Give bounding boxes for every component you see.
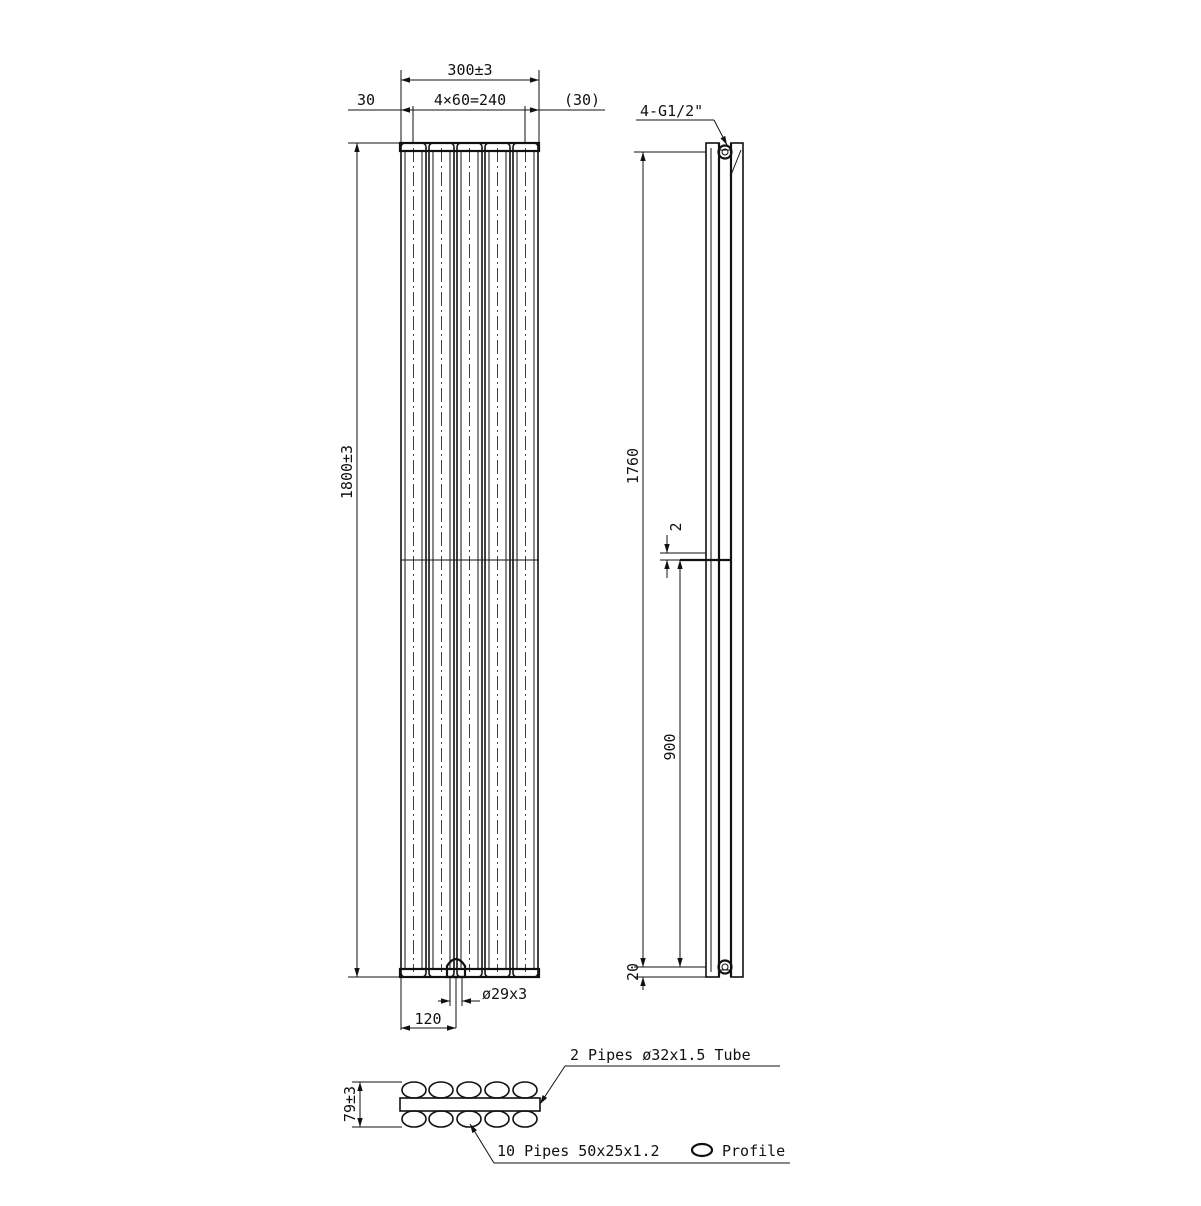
left-margin-label: 30	[356, 91, 376, 109]
profile-ovals-bottom	[402, 1111, 537, 1127]
profile-oval-icon	[692, 1144, 712, 1156]
depth-label: 79±3	[341, 1085, 359, 1123]
tube-note: 2 Pipes ø32x1.5 Tube	[570, 1046, 751, 1064]
overall-width-label: 300±3	[447, 61, 493, 79]
height-label: 1800±3	[338, 444, 356, 500]
section-view	[341, 1046, 790, 1163]
bottom-connection-icon	[719, 961, 732, 974]
radiator-tubes	[400, 143, 539, 977]
side-panel-back	[731, 143, 743, 977]
center-distance-label: 1760	[624, 447, 642, 485]
profile-note: 10 Pipes 50x25x1.2	[497, 1142, 660, 1160]
header-tube	[400, 1098, 540, 1111]
profile-label: Profile	[722, 1142, 786, 1160]
bracket-offset-label: 2	[667, 522, 685, 532]
side-view	[624, 102, 743, 990]
bottom-offset-label: 20	[624, 962, 642, 982]
pitch-label: 4×60=240	[433, 91, 507, 109]
right-margin-label: (30)	[563, 91, 601, 109]
front-view	[338, 61, 605, 1030]
valve-offset-label: 120	[414, 1010, 442, 1028]
profile-ovals-top	[402, 1082, 537, 1098]
mid-height-label: 900	[661, 733, 679, 761]
valve-pipe-label: ø29x3	[482, 985, 528, 1003]
connection-label: 4-G1/2"	[640, 102, 704, 120]
top-connection-icon	[719, 146, 732, 159]
